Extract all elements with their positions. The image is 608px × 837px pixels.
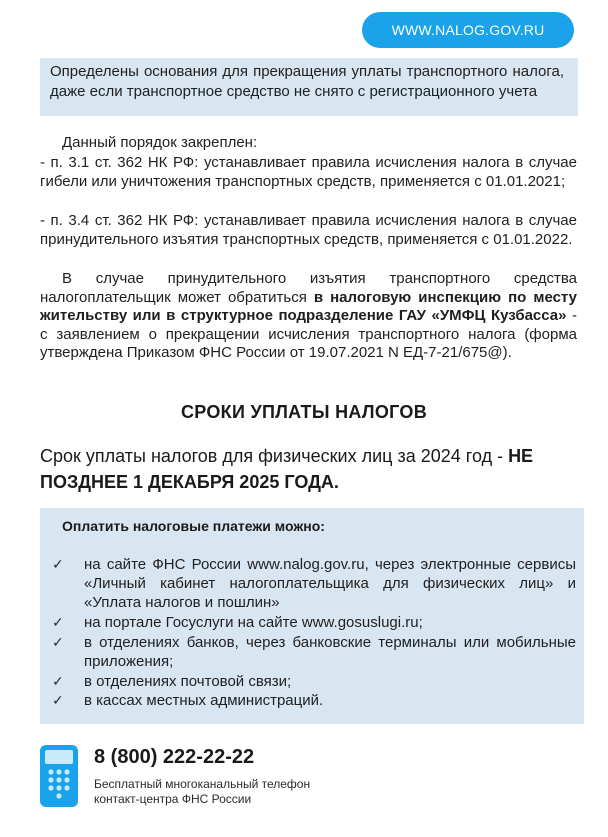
- order-intro: Данный порядок закреплен:: [62, 134, 258, 151]
- seizure-text-2: - с заявлением о прекращении исчисления транспортного налога (форма утверждена Приказом ФНС России от 19.07.2021 N ЕД-7-21/675@).: [40, 307, 577, 361]
- deadline-text-bold: НЕ ПОЗДНЕЕ 1 ДЕКАБРЯ 2025 ГОДА.: [40, 446, 534, 492]
- check-icon: ✓: [52, 673, 64, 689]
- check-icon: ✓: [52, 556, 64, 572]
- top-notice-text: Определены основания для прекращения уплаты транспортного налога, даже если транспортное средство не снято с регистрационного учета: [50, 63, 564, 100]
- payment-item-text: в отделениях почтовой связи;: [84, 673, 292, 690]
- payment-item-text: на сайте ФНС России www.nalog.gov.ru, через электронные сервисы «Личный кабинет налогоплательщика для физических лиц» и «Уплата налогов и пошлин»: [84, 556, 576, 611]
- hotline-caption: [94, 777, 374, 807]
- check-icon: ✓: [52, 614, 64, 630]
- seizure-text-1: В случае принудительного изъятия транспортного средства налогоплательщик может обратиться: [40, 270, 577, 306]
- hotline-phone-number[interactable]: 8 (800) 222-22-22: [94, 746, 255, 768]
- hotline-caption-line1: Бесплатный многоканальный телефон: [94, 777, 311, 791]
- deadline-text: [40, 443, 580, 495]
- point-362-3-1: - п. 3.1 ст. 362 НК РФ: устанавливает правила исчисления налога в случае гибели или уничтожения транспортных средств, применяется с 01.01.2021;: [40, 154, 577, 190]
- payment-item-text: в кассах местных администраций.: [84, 692, 324, 709]
- point-362-3-4: - п. 3.4 ст. 362 НК РФ: устанавливает правила исчисления налога в случае принудительного изъятия транспортных средств, применяется с 01.01.2022.: [40, 212, 577, 248]
- hotline-caption-line2: контакт-центра ФНС России: [94, 792, 252, 806]
- seizure-text-bold: в налоговую инспекцию по месту жительству или в структурное подразделение ГАУ «УМФЦ Кузбасса»: [40, 288, 577, 324]
- payment-methods-box: [40, 508, 584, 724]
- check-icon: ✓: [52, 634, 64, 650]
- deadline-text-regular: Срок уплаты налогов для физических лиц за 2024 год -: [40, 446, 509, 466]
- deadlines-heading: СРОКИ УПЛАТЫ НАЛОГОВ: [181, 402, 427, 422]
- payment-title: Оплатить налоговые платежи можно:: [62, 518, 325, 534]
- payment-item-text: в отделениях банков, через банковские терминалы или мобильные приложения;: [84, 634, 576, 670]
- seizure-paragraph: [40, 270, 577, 363]
- website-link[interactable]: WWW.NALOG.GOV.RU: [362, 12, 574, 48]
- check-icon: ✓: [52, 692, 64, 708]
- phone-keypad-icon: [40, 745, 78, 807]
- top-notice-box: [40, 58, 578, 116]
- payment-item-text: на портале Госуслуги на сайте www.gosuslugi.ru;: [84, 614, 423, 631]
